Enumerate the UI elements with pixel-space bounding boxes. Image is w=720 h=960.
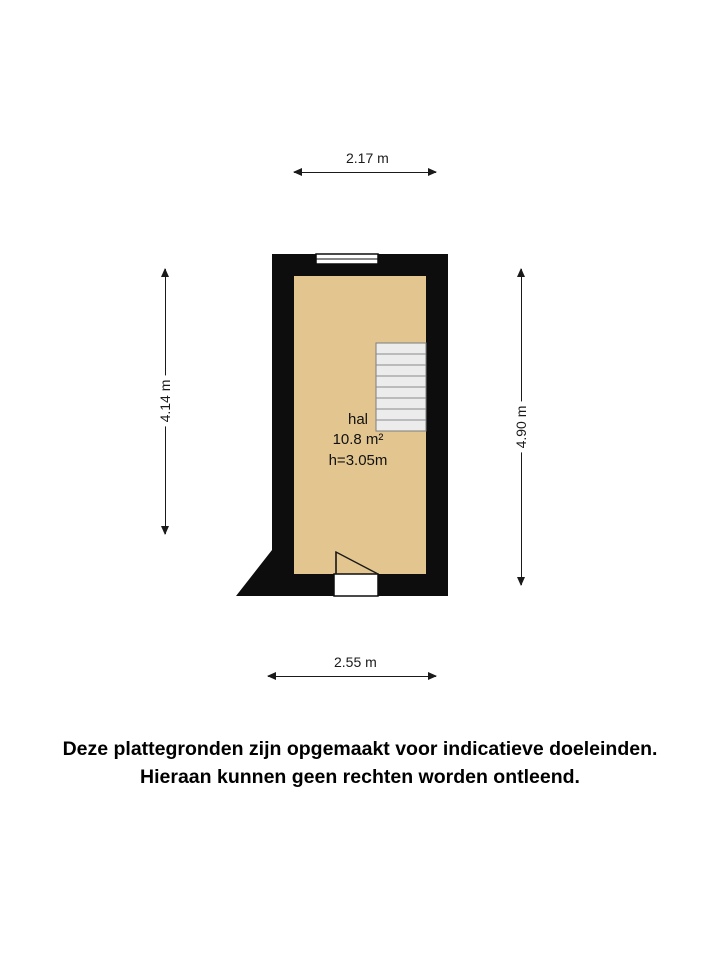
dimension-label-top: 2.17 m bbox=[342, 150, 393, 166]
arrow-right-icon bbox=[428, 672, 437, 680]
dimension-label-bottom: 2.55 m bbox=[330, 654, 381, 670]
arrow-up-icon bbox=[161, 268, 169, 277]
disclaimer-line-2: Hieraan kunnen geen rechten worden ontleend. bbox=[140, 766, 580, 789]
arrow-left-icon bbox=[267, 672, 276, 680]
disclaimer-line-1: Deze plattegronden zijn opgemaakt voor indicatieve doeleinden. bbox=[62, 738, 658, 760]
arrow-left-icon bbox=[293, 168, 302, 176]
arrow-up-icon bbox=[517, 268, 525, 277]
dimension-line-bottom bbox=[268, 676, 436, 677]
room-area: 10.8 m² bbox=[332, 431, 384, 449]
arrow-right-icon bbox=[428, 168, 437, 176]
arrow-down-icon bbox=[161, 526, 169, 535]
disclaimer-text bbox=[0, 735, 720, 792]
staircase-icon bbox=[376, 343, 426, 431]
dimension-label-left: 4.14 m bbox=[157, 376, 173, 427]
arrow-down-icon bbox=[517, 577, 525, 586]
room-name: hal bbox=[347, 411, 369, 428]
window-icon bbox=[316, 254, 378, 264]
dimension-label-right: 4.90 m bbox=[513, 402, 529, 453]
room-height: h=3.05m bbox=[328, 451, 388, 469]
floor-plan-drawing bbox=[230, 240, 490, 610]
dimension-line-top bbox=[294, 172, 436, 173]
